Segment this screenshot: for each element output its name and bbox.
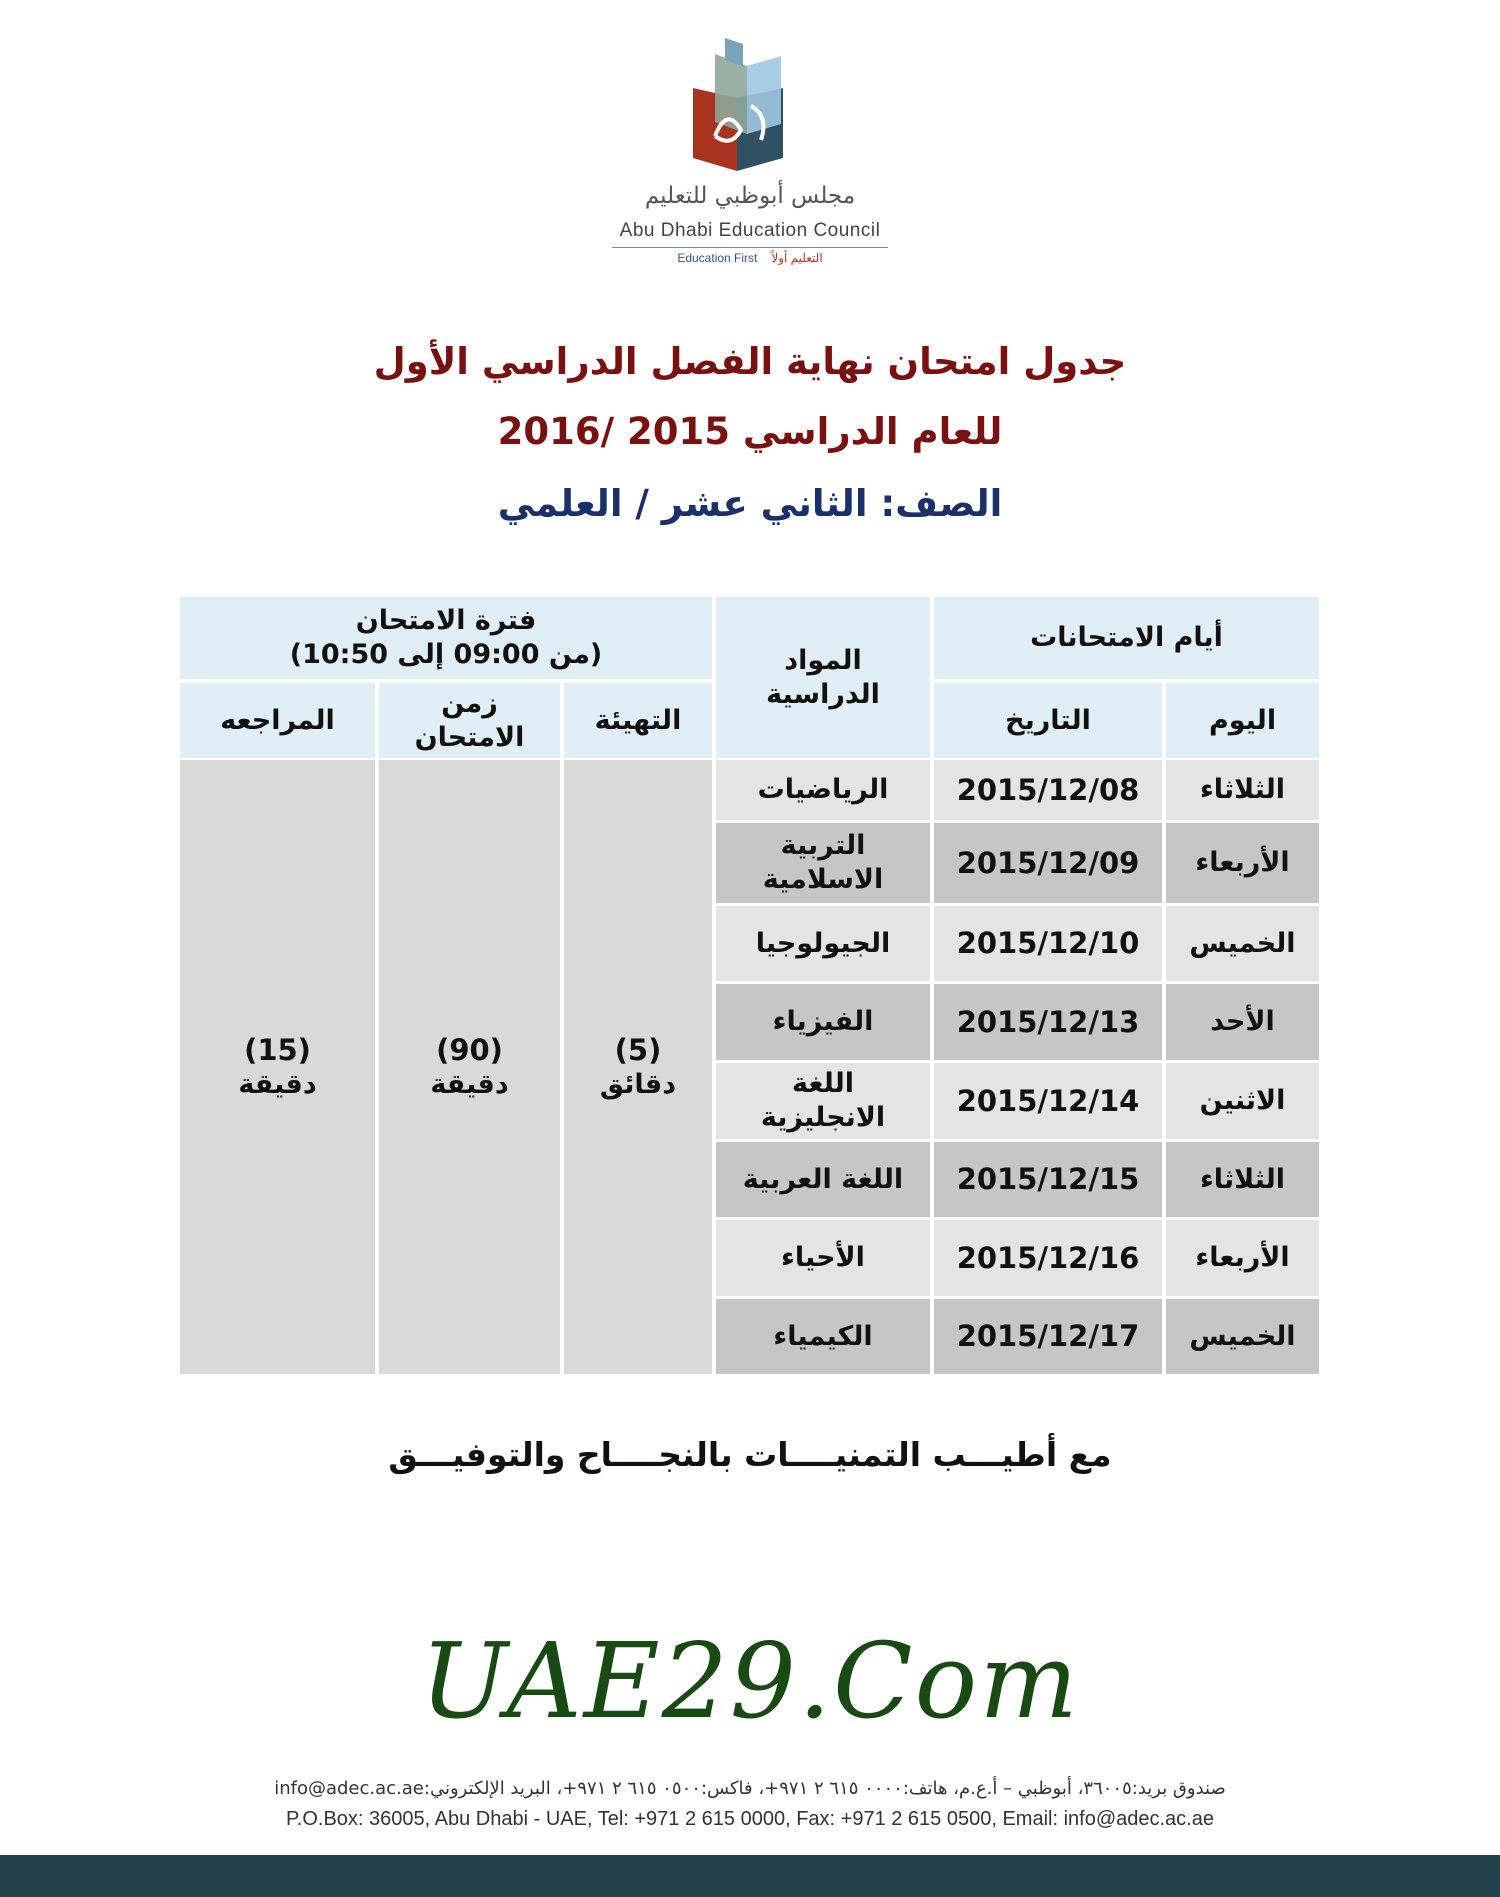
tagline-english: Education First — [677, 251, 758, 265]
review-duration — [180, 760, 375, 1374]
row-subject: الأحياء — [716, 1220, 930, 1296]
schedule-title: جدول امتحان نهاية الفصل الدراسي الأول — [373, 340, 1127, 383]
row-date: 2015/12/15 — [934, 1142, 1162, 1217]
row-subject: التربية الاسلامية — [716, 823, 930, 903]
header-day: اليوم — [1166, 683, 1319, 758]
bottom-bar — [0, 1855, 1500, 1897]
row-day: الأربعاء — [1166, 1220, 1319, 1296]
closing-wish: مع أطيـــب التمنيــــات بالنجــــاح والتوفيـــق — [388, 1435, 1112, 1474]
row-subject: الكيمياء — [716, 1299, 930, 1374]
row-date: 2015/12/16 — [934, 1220, 1162, 1296]
row-day: الاثنين — [1166, 1063, 1319, 1139]
grade-label: الصف: الثاني عشر / العلمي — [497, 482, 1003, 525]
org-divider — [612, 247, 888, 248]
row-day: الخميس — [1166, 1299, 1319, 1374]
review-value: (15) — [244, 1033, 311, 1067]
row-day: الأربعاء — [1166, 823, 1319, 903]
exam-time-unit: دقيقة — [430, 1069, 509, 1101]
preparation-unit: دقائق — [599, 1069, 677, 1101]
exam-period-time: (من 09:00 إلى 10:50) — [289, 639, 603, 670]
row-subject: اللغة الانجليزية — [716, 1063, 930, 1139]
header-exam-days: أيام الامتحانات — [934, 597, 1319, 679]
row-subject: الجيولوجيا — [716, 906, 930, 981]
row-day: الثلاثاء — [1166, 760, 1319, 820]
watermark-brand: UAE29.Com — [420, 1620, 1080, 1742]
preparation-duration — [564, 760, 712, 1374]
org-name-english: Abu Dhabi Education Council — [619, 220, 881, 241]
footer-english: P.O.Box: 36005, Abu Dhabi - UAE, Tel: +971 2 615 0000, Fax: +971 2 615 0500, Email: info@adec.ac.ae — [286, 1808, 1214, 1830]
header-exam-time: زمن الامتحان — [379, 683, 560, 758]
header-subjects: المواد الدراسية — [716, 597, 930, 758]
footer-arabic: صندوق بريد:٣٦٠٠٥، أبوظبي – أ.ع.م، هاتف:٠٠٠٠ ٦١٥ ٢ ٩٧١+، فاكس:٠٥٠٠ ٦١٥ ٢ ٩٧١+، البريد الإلكتروني:info@adec.ac.ae — [274, 1778, 1226, 1799]
row-subject: الرياضيات — [716, 760, 930, 820]
header-date: التاريخ — [934, 683, 1162, 758]
row-date: 2015/12/13 — [934, 984, 1162, 1060]
exam-time-value: (90) — [436, 1033, 503, 1067]
preparation-value: (5) — [614, 1033, 662, 1067]
header-exam-period — [180, 597, 712, 679]
header-review: المراجعه — [180, 683, 375, 758]
row-date: 2015/12/08 — [934, 760, 1162, 820]
row-date: 2015/12/14 — [934, 1063, 1162, 1139]
exam-period-title: فترة الامتحان — [355, 605, 537, 637]
row-date: 2015/12/10 — [934, 906, 1162, 981]
org-tagline — [600, 251, 900, 265]
row-day: الأحد — [1166, 984, 1319, 1060]
exam-duration — [379, 760, 560, 1374]
row-subject: اللغة العربية — [716, 1142, 930, 1217]
org-name-arabic: مجلس أبوظبي للتعليم — [644, 183, 856, 209]
tagline-arabic: التعليم أولاً — [771, 251, 823, 265]
row-date: 2015/12/09 — [934, 823, 1162, 903]
header-preparation: التهيئة — [564, 683, 712, 758]
row-date: 2015/12/17 — [934, 1299, 1162, 1374]
row-day: الثلاثاء — [1166, 1142, 1319, 1217]
row-subject: الفيزياء — [716, 984, 930, 1060]
adec-logo — [685, 36, 810, 176]
review-unit: دقيقة — [238, 1069, 317, 1101]
row-day: الخميس — [1166, 906, 1319, 981]
academic-year: للعام الدراسي 2015 /2016 — [497, 410, 1003, 453]
